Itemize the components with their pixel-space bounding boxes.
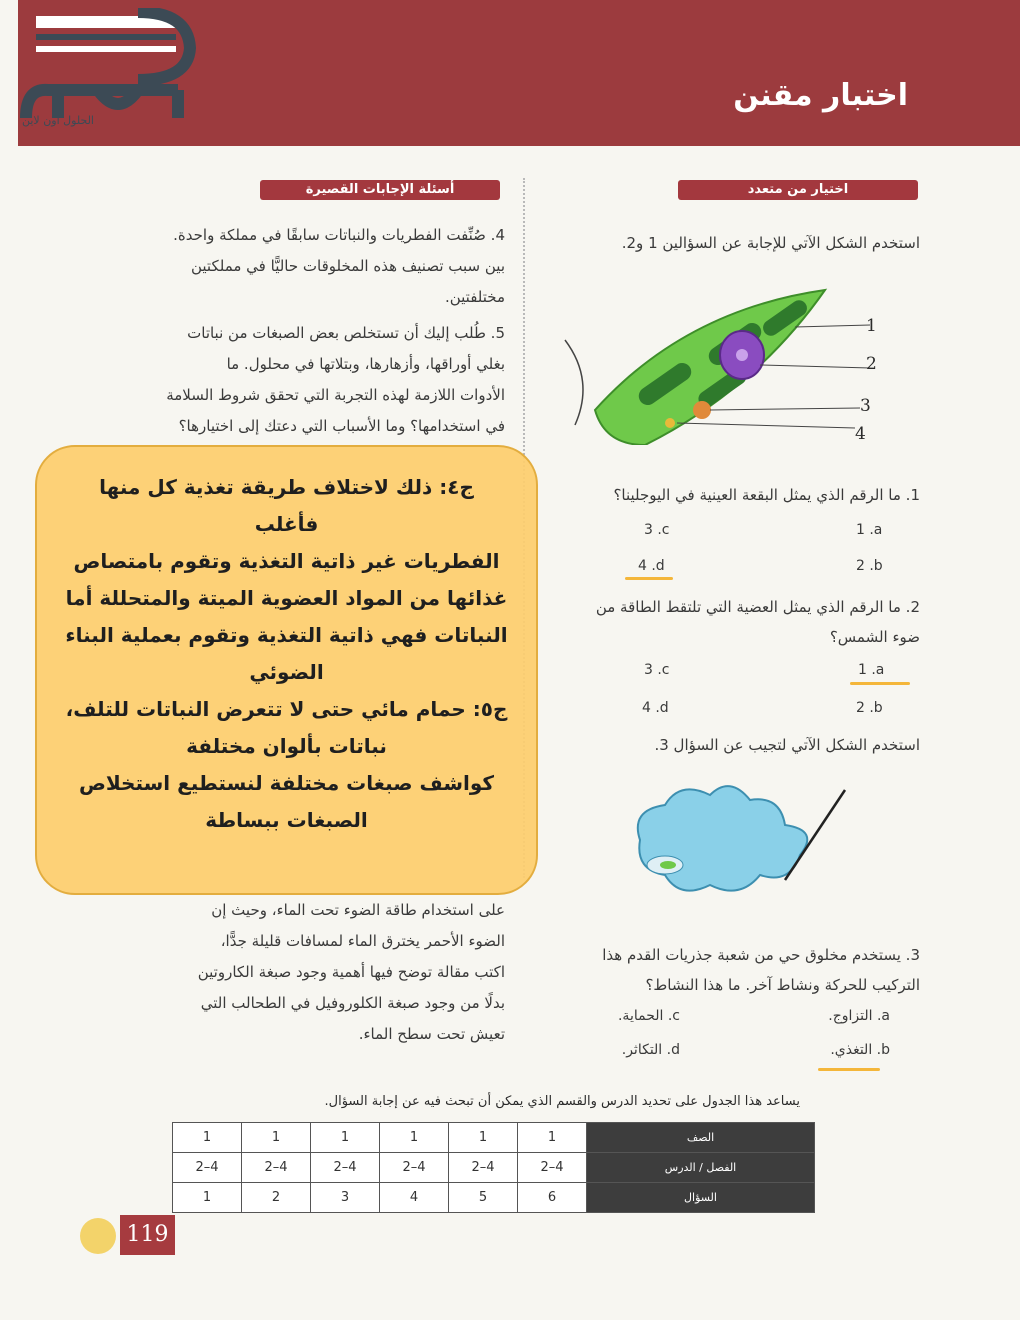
question-1: 1. ما الرقم الذي يمثل البقعة العينية في اليوجلينا؟ <box>613 486 920 504</box>
figure-label-1: 1 <box>866 316 877 336</box>
q1-option-b: 2 .b <box>856 558 883 574</box>
page-marker-icon <box>80 1218 116 1254</box>
intro-q3: استخدم الشكل الآتي لتجيب عن السؤال 3. <box>654 736 920 754</box>
answer-highlight-q3 <box>818 1068 880 1071</box>
answer-highlight-q2 <box>850 682 910 685</box>
q3-option-c: c. الحماية. <box>617 1008 680 1024</box>
question-5: 5. طُلب إليك أن تستخلص بعض الصبغات من نباتات بغلي أوراقها، وأزهارها، وبتلاتها في محلول. ما الأدوات اللازمة لهذه التجربة التي تحقق شروط السلامة في استخدامها؟ وما الأسباب التي دعتك إلى اختيارها؟ <box>166 324 505 435</box>
figure-label-4: 4 <box>855 424 866 444</box>
amoeba-figure <box>620 770 850 910</box>
q3-option-b: b. التغذي. <box>830 1042 890 1058</box>
q3-option-d: d. التكاثر. <box>621 1042 680 1058</box>
question-6: على استخدام طاقة الضوء تحت الماء، وحيث إن الضوء الأحمر يخترق الماء لمسافات قليلة جدًّا، اكتب مقالة توضح فيها أهمية وجود صبغة الكاروتين بدلًا من وجود صبغة الكلوروفيل في الطحالب التي تعيش تحت سطح الماء. <box>197 901 505 1043</box>
q3-option-a: a. التزاوج. <box>828 1008 890 1024</box>
q2-option-d: 4 .d <box>642 700 669 716</box>
intro-q1-2: استخدم الشكل الآتي للإجابة عن السؤالين 1 و2. <box>621 234 920 252</box>
question-2: 2. ما الرقم الذي يمثل العضية التي تلتقط الطاقة من ضوء الشمس؟ <box>595 598 920 646</box>
figure-label-3: 3 <box>860 396 871 416</box>
page-number: 119 <box>120 1215 175 1255</box>
answer-callout: ج٤: ذلك لاختلاف طريقة تغذية كل منها فأغلب الفطريات غير ذاتية التغذية وتقوم بامتصاص غذائها من المواد العضوية الميتة والمتحللة أما النباتات فهي ذاتية التغذية وتقوم بعملية البناء الضوئي ج٥: حمام مائي حتى لا تتعرض النباتات للتلف، نباتات بألوان مختلفة كواشف صبغات مختلفة لنستطيع استخلاص الصبغات ببساطة <box>35 445 538 895</box>
table-row: 2–4 2–4 2–4 2–4 2–4 2–4 الفصل / الدرس <box>173 1153 815 1183</box>
question-4: 4. صُنِّفت الفطريات والنباتات سابقًا في مملكة واحدة. بين سبب تصنيف هذه المخلوقات حاليًّا في مملكتين مختلفتين. <box>173 226 505 306</box>
q1-option-a: 1 .a <box>856 522 883 538</box>
q2-option-b: 2 .b <box>856 700 883 716</box>
q1-option-c: 3 .c <box>644 522 670 538</box>
q1-option-d: 4 .d <box>638 558 665 574</box>
question-3: 3. يستخدم مخلوق حي من شعبة جذريات القدم هذا التركيب للحركة ونشاط آخر. ما هذا النشاط؟ <box>602 946 920 994</box>
page-title: اختبار مقنن <box>733 78 908 113</box>
euglena-figure <box>555 280 900 445</box>
logo-subtitle: الحلول اون لاين <box>22 114 94 127</box>
answer-highlight-q1 <box>625 577 673 580</box>
q2-option-a: 1 .a <box>858 662 885 678</box>
section-short-answer: أسئلة الإجابات القصيرة <box>260 180 500 200</box>
reference-table <box>172 1122 815 1213</box>
table-row: 1 2 3 4 5 6 السؤال <box>173 1183 815 1213</box>
q2-option-c: 3 .c <box>644 662 670 678</box>
section-multiple-choice: اختيار من متعدد <box>678 180 918 200</box>
figure-label-2: 2 <box>866 354 877 374</box>
table-caption: يساعد هذا الجدول على تحديد الدرس والقسم الذي يمكن أن تبحث فيه عن إجابة السؤال. <box>324 1094 800 1109</box>
table-row: 1 1 1 1 1 1 الصف <box>173 1123 815 1153</box>
